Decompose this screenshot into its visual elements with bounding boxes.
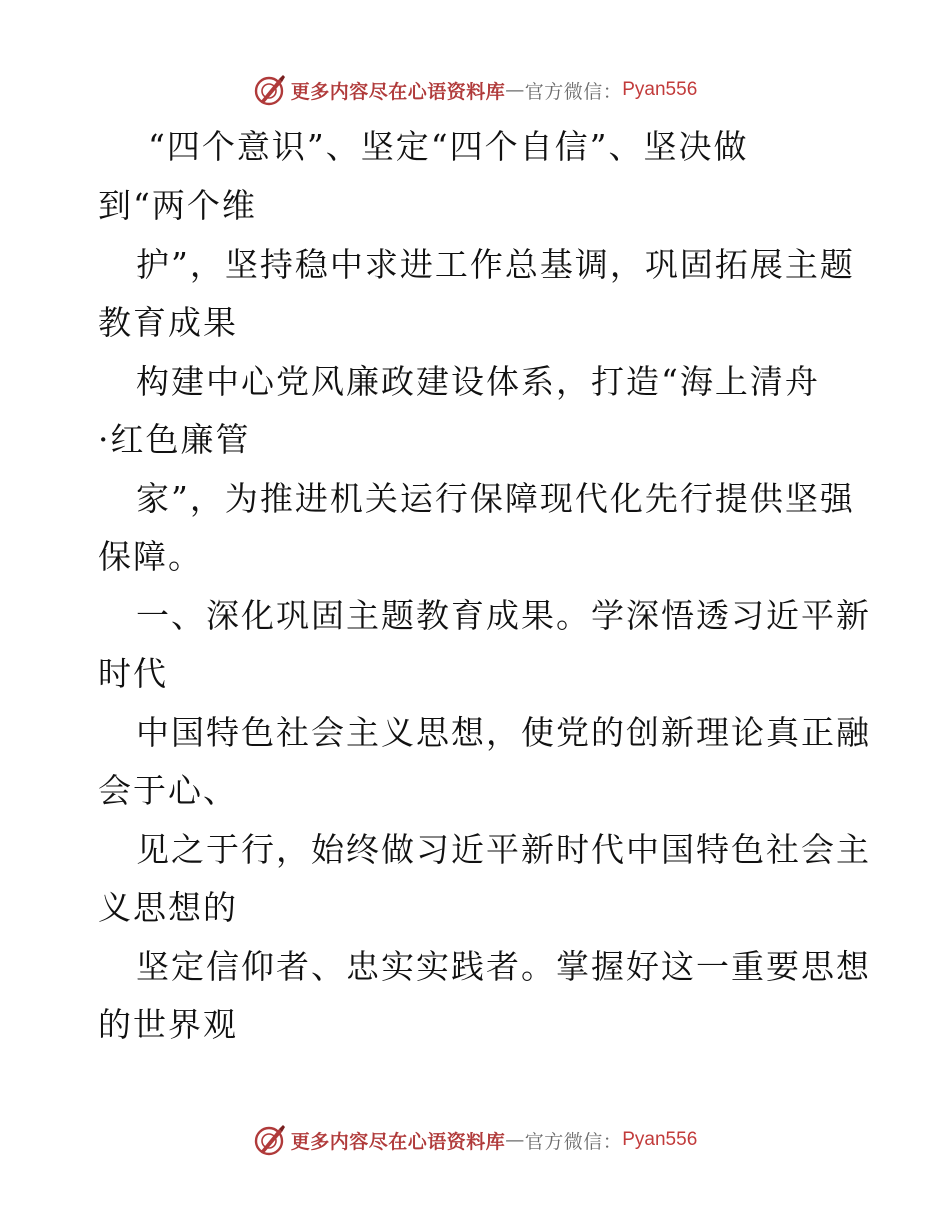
- body-line-12: 会于心、: [98, 771, 238, 810]
- footer-separator: —: [505, 1129, 525, 1151]
- pen-logo-icon: [253, 1123, 287, 1157]
- body-line-5: 构建中心党风廉政建设体系，打造“海上清舟: [136, 362, 820, 401]
- body-line-2: 到“两个维: [98, 186, 257, 225]
- body-line-4: 教育成果: [98, 303, 238, 342]
- body-line-6: ·红色廉管: [98, 420, 251, 459]
- body-line-16: 的世界观: [98, 1005, 238, 1044]
- body-line-14: 义思想的: [98, 888, 238, 927]
- body-line-3: 护”，坚持稳中求进工作总基调，巩固拓展主题: [136, 245, 855, 284]
- header-separator: —: [505, 79, 525, 101]
- body-line-1: “四个意识”、坚定“四个自信”、坚决做: [148, 127, 749, 166]
- body-line-10: 时代: [98, 654, 168, 693]
- body-line-9: 一、深化巩固主题教育成果。学深悟透习近平新: [136, 596, 871, 635]
- footer-wechat-id: Pyan556: [622, 1129, 698, 1150]
- header-wechat-label: 官方微信：: [524, 80, 623, 103]
- body-line-7: 家”，为推进机关运行保障现代化先行提供坚强: [136, 479, 855, 518]
- footer-site-text: 更多内容尽在心语资料库: [290, 1130, 506, 1153]
- footer-banner: [0, 1120, 950, 1160]
- body-line-11: 中国特色社会主义思想，使党的创新理论真正融: [136, 713, 871, 752]
- header-wechat-id: Pyan556: [622, 79, 698, 100]
- body-line-13: 见之于行，始终做习近平新时代中国特色社会主: [136, 830, 871, 869]
- body-line-15: 坚定信仰者、忠实实践者。掌握好这一重要思想: [136, 947, 871, 986]
- footer-wechat-label: 官方微信：: [524, 1130, 623, 1153]
- body-line-8: 保障。: [98, 537, 203, 576]
- header-site-text: 更多内容尽在心语资料库: [290, 80, 506, 103]
